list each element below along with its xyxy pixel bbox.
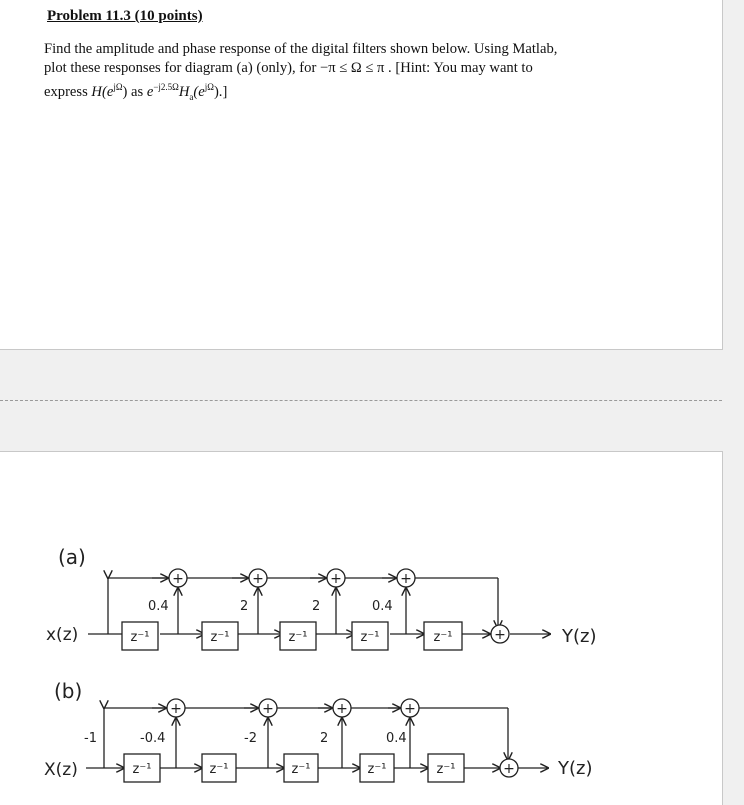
adder-node — [401, 699, 419, 717]
coefficient-label: 0.4 — [372, 599, 393, 614]
svg-text:+: + — [503, 761, 515, 777]
delay-block — [428, 754, 464, 782]
diagram-a-delays — [122, 622, 462, 650]
coefficient-label: -2 — [244, 731, 257, 746]
svg-text:+: + — [404, 701, 416, 717]
delay-block — [284, 754, 318, 782]
coefficient-label: 2 — [240, 599, 249, 614]
svg-text:z⁻¹: z⁻¹ — [132, 762, 152, 777]
svg-text:+: + — [400, 571, 412, 587]
svg-text:z⁻¹: z⁻¹ — [433, 630, 453, 645]
diagram-a-label: (a) — [58, 545, 86, 569]
coefficient-label: 0.4 — [386, 731, 407, 746]
page-separator — [0, 400, 722, 401]
diagram-b-output-label: Y(z) — [558, 758, 593, 779]
svg-text:z⁻¹: z⁻¹ — [130, 630, 150, 645]
coefficient-label: -1 — [84, 731, 97, 746]
adder-node — [397, 569, 415, 587]
problem-title: Problem 11.3 (10 points) — [47, 8, 203, 24]
svg-text:z⁻¹: z⁻¹ — [288, 630, 308, 645]
adder-node — [249, 569, 267, 587]
adder-node — [333, 699, 351, 717]
delay-block — [202, 754, 236, 782]
adder-node — [167, 699, 185, 717]
delay-block — [352, 622, 388, 650]
svg-text:+: + — [262, 701, 274, 717]
diagram-a-output-label: Y(z) — [562, 626, 597, 647]
delay-block — [424, 622, 462, 650]
svg-text:+: + — [336, 701, 348, 717]
adder-node — [327, 569, 345, 587]
diagram-page — [0, 451, 723, 805]
statement-line-3: express $H(e^{j\Omega})$ as $e^{-j2.5\Omega}H_a(e^{j\Omega})$.] — [44, 82, 228, 102]
filter-diagrams — [0, 452, 722, 805]
statement-line-2: plot these responses for diagram (a) (only), for −π ≤ Ω ≤ π . [Hint: You may want to — [44, 60, 533, 76]
svg-text:z⁻¹: z⁻¹ — [291, 762, 311, 777]
svg-text:+: + — [252, 571, 264, 587]
adder-node — [169, 569, 187, 587]
problem-page — [0, 0, 723, 350]
svg-text:+: + — [330, 571, 342, 587]
statement-line-1: Find the amplitude and phase response of the digital filters shown below. Using Matlab, — [44, 41, 558, 57]
adder-node — [259, 699, 277, 717]
svg-text:z⁻¹: z⁻¹ — [436, 762, 456, 777]
diagram-b-input-label: X(z) — [44, 760, 78, 780]
output-adder-node — [491, 625, 509, 643]
coefficient-label: 2 — [320, 731, 329, 746]
delay-block — [124, 754, 160, 782]
delay-block — [202, 622, 238, 650]
delay-block — [360, 754, 394, 782]
problem-statement — [44, 40, 684, 107]
svg-text:z⁻¹: z⁻¹ — [209, 762, 229, 777]
output-adder-node — [500, 759, 518, 777]
svg-text:+: + — [172, 571, 184, 587]
svg-text:z⁻¹: z⁻¹ — [367, 762, 387, 777]
coefficient-label: 2 — [312, 599, 321, 614]
coefficient-label: 0.4 — [148, 599, 169, 614]
diagram-a-input-label: x(z) — [46, 625, 79, 645]
svg-text:+: + — [170, 701, 182, 717]
coefficient-label: -0.4 — [140, 731, 166, 746]
delay-block — [280, 622, 316, 650]
delay-block — [122, 622, 158, 650]
svg-text:+: + — [494, 627, 506, 643]
diagram-b-label: (b) — [54, 679, 83, 703]
svg-text:z⁻¹: z⁻¹ — [360, 630, 380, 645]
svg-text:z⁻¹: z⁻¹ — [210, 630, 230, 645]
